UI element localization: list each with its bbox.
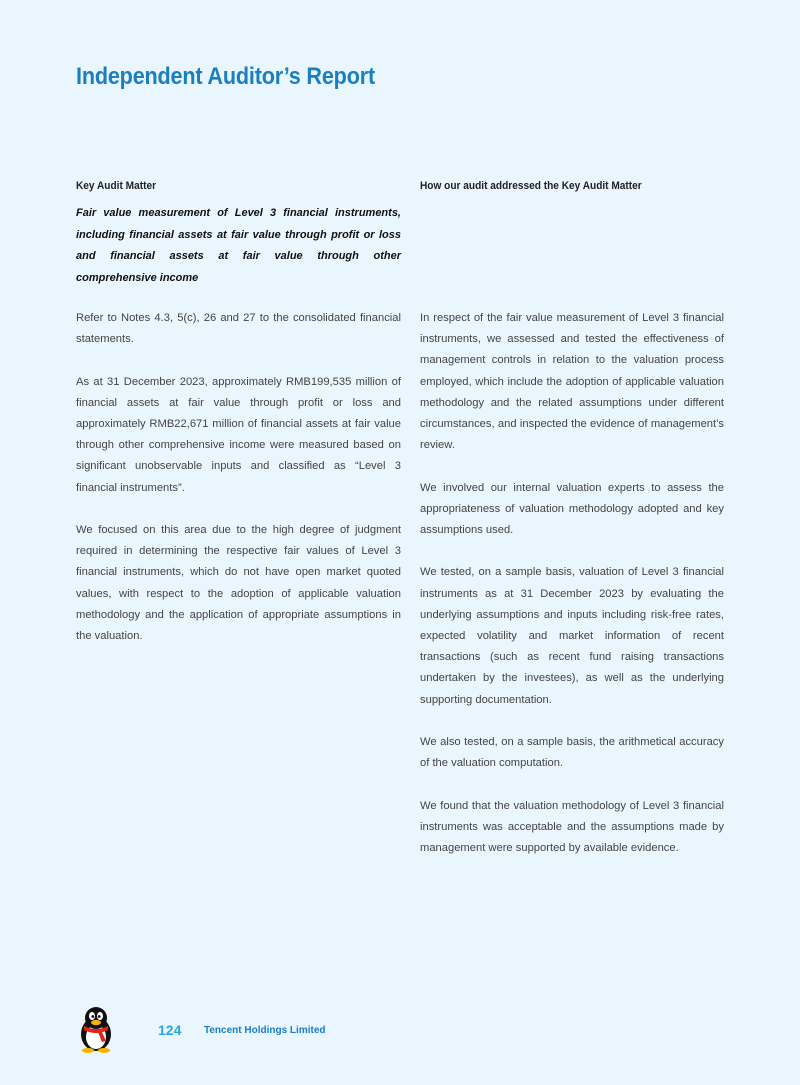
key-audit-matter-heading: Key Audit Matter <box>76 180 157 192</box>
key-audit-matter-column <box>76 180 401 668</box>
right-paragraph-3: We tested, on a sample basis, valuation of Level 3 financial instruments as at 31 December 2023 by evaluating the underlying assumptions and inputs including risk-free rates, expected volatility and market information of recent transactions (such as recent fund raising transactions undertaken by the investees), as well as the underlying supporting documentation. <box>420 566 724 706</box>
left-paragraph-3: We focused on this area due to the high degree of judgment required in determining the respective fair values of Level 3 financial instruments, which do not have open market quoted values, with respect to the adoption of applicable valuation methodology and the application of appropriate assumptions in the valuation. <box>76 524 401 643</box>
audit-response-heading: How our audit addressed the Key Audit Matter <box>420 180 642 192</box>
right-paragraph-5: We found that the valuation methodology of Level 3 financial instruments was acceptable and the assumptions made by management were supported by available evidence. <box>420 799 724 855</box>
right-paragraph-1: In respect of the fair value measurement of Level 3 financial instruments, we assessed and tested the effectiveness of management controls in relation to the valuation process employed, which include the adoption of applicable valuation methodology and the related assumptions under different circumstances, and inspected the evidence of management’s review. <box>420 312 724 452</box>
left-paragraph-1: Refer to Notes 4.3, 5(c), 26 and 27 to the consolidated financial statements. <box>76 312 401 346</box>
right-paragraph-2: We involved our internal valuation experts to assess the appropriateness of valuation methodology adopted and key assumptions used. <box>420 481 724 537</box>
right-paragraph-4: We also tested, on a sample basis, the arithmetical accuracy of the valuation computation. <box>420 736 724 770</box>
left-paragraph-2: As at 31 December 2023, approximately RMB199,535 million of financial assets at fair value through profit or loss and approximately RMB22,671 million of financial assets at fair value through other comprehensive income were measured based on significant unobservable inputs and classified as “Level 3 financial instruments”. <box>76 375 401 494</box>
audit-response-column <box>420 180 724 880</box>
page-title: Independent Auditor’s Report <box>76 63 375 90</box>
spacer <box>420 203 724 308</box>
company-name: Tencent Holdings Limited <box>204 1025 326 1036</box>
page-number: 124 <box>158 1022 182 1038</box>
penguin-logo-icon <box>76 1005 116 1053</box>
audit-matter-subject: Fair value measurement of Level 3 financial instruments, including financial assets at fair value through profit or loss and financial assets at fair value through other comprehensive income <box>76 207 401 284</box>
